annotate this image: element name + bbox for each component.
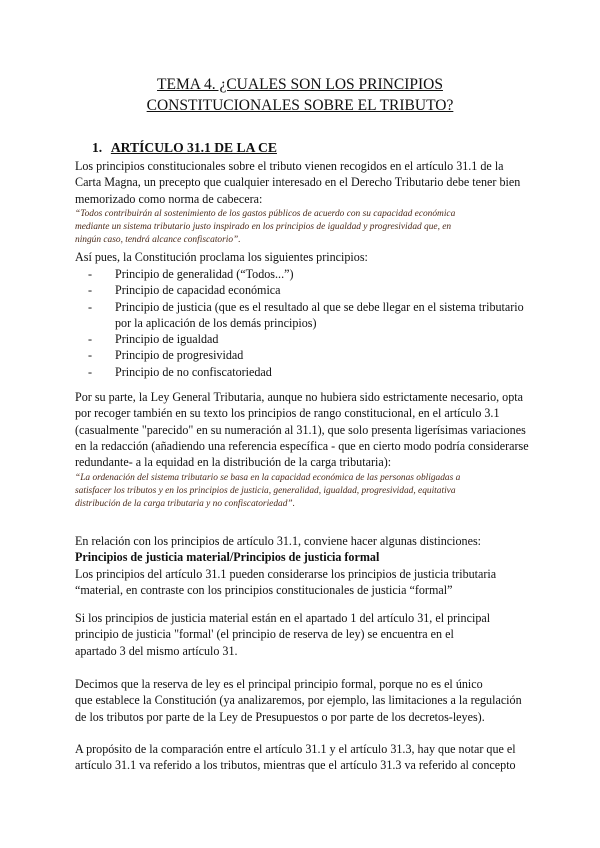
list-item <box>88 364 528 380</box>
list-item-text: Principio de justicia (que es el resultado al que se debe llegar en el sistema tributario <box>115 299 524 314</box>
material-line-2: principio de justicia "formal' (el principio de reserva de ley) se encuentra en el <box>75 627 454 642</box>
relation-line-1: En relación con los principios de artículo 31.1, conviene hacer algunas distinciones: <box>75 534 482 548</box>
lgt-line-2: por recoger también en su texto los principios de rango constitucional, en el artículo 3.1 <box>75 406 500 421</box>
quote2-line-1: “La ordenación del sistema tributario se basa en la capacidad económica de las personas obligadas a <box>75 473 461 483</box>
list-dash: - <box>88 348 93 363</box>
list-dash: - <box>88 364 93 379</box>
list-item-text: Principio de no confiscatoriedad <box>115 364 272 379</box>
relation-line-2: Los principios del artículo 31.1 pueden considerarse los principios de justicia tributaria <box>75 566 497 581</box>
reserva-line-2: que establece la Constitución (ya analizaremos, por ejemplo, las limitaciones a la regulación <box>75 693 522 708</box>
comparison-paragraph <box>75 741 535 774</box>
list-item-text: Principio de progresividad <box>115 348 244 363</box>
page-title <box>60 74 540 116</box>
list-dash: - <box>88 283 93 298</box>
section-heading-text: ARTÍCULO 31.1 DE LA CE <box>110 140 277 155</box>
lgt-line-3: (casualmente "parecido" en su numeración al 31.1), que solo presenta ligerísimas variaciones <box>75 422 526 437</box>
list-dash: - <box>88 267 93 281</box>
reserva-line-1: Decimos que la reserva de ley es el principal principio formal, porque no es el único <box>75 677 483 691</box>
material-line-1: Si los principios de justicia material están en el apartado 1 del artículo 31, el principal <box>75 611 491 625</box>
comparison-line-1: A propósito de la comparación entre el artículo 31.1 y el artículo 31.3, hay que notar que el <box>75 742 516 756</box>
list-item-continuation: por la aplicación de los demás principios) <box>115 315 317 330</box>
distinctions-subheading: Principios de justicia material/Principios de justicia formal <box>75 550 380 565</box>
list-item-text: Principio de igualdad <box>115 332 219 347</box>
quote1-line-1: “Todos contribuirán al sostenimiento de los gastos públicos de acuerdo con su capacidad económica <box>75 209 456 219</box>
list-item-text: Principio de generalidad (“Todos...”) <box>115 267 294 281</box>
distinctions-paragraph <box>75 533 535 598</box>
lgt-line-5: redundante- a la equidad en la distribución de la carga tributaria): <box>75 455 392 470</box>
section-number: 1. <box>92 140 103 155</box>
list-item <box>88 331 528 347</box>
list-item <box>88 347 528 363</box>
lgt-quote <box>75 472 535 512</box>
intro-line-1: Los principios constitucionales sobre el tributo vienen recogidos en el artículo 31.1 de la <box>75 159 504 173</box>
lgt-line-4: en la redacción (añadiendo una referencia específica - que en cierto modo podría considerarse <box>75 438 529 453</box>
constitution-quote <box>75 208 535 248</box>
relation-line-3: “material, en contraste con los principios constitucionales de justicia “formal” <box>75 582 453 597</box>
comparison-line-2: artículo 31.1 va referido a los tributos, mientras que el artículo 31.3 va referido al concepto <box>75 758 516 773</box>
principles-lead-text: Así pues, la Constitución proclama los siguientes principios: <box>75 250 368 264</box>
quote1-line-3: ningún caso, tendrá alcance confiscatorio”. <box>75 235 241 246</box>
list-item-text: Principio de capacidad económica <box>115 283 281 298</box>
quote1-line-2: mediante un sistema tributario justo inspirado en los principios de igualdad y progresividad que, en <box>75 222 452 233</box>
list-item <box>88 299 528 332</box>
list-dash: - <box>88 299 93 314</box>
reserva-line-3: de los tributos por parte de la Ley de Presupuestos o por parte de los decretos-leyes). <box>75 709 485 724</box>
list-dash: - <box>88 332 93 347</box>
title-line-1: TEMA 4. ¿CUALES SON LOS PRINCIPIOS <box>157 76 443 93</box>
list-item <box>88 282 528 298</box>
lgt-paragraph <box>75 389 535 470</box>
intro-line-3: memorizado como norma de cabecera: <box>75 191 263 206</box>
principles-lead <box>75 249 535 265</box>
section-heading <box>92 140 277 156</box>
title-line-2: CONSTITUCIONALES SOBRE EL TRIBUTO? <box>146 97 454 114</box>
material-line-3: apartado 3 del mismo artículo 31. <box>75 643 238 658</box>
lgt-line-1: Por su parte, la Ley General Tributaria, aunque no hubiera sido estrictamente necesario, opta <box>75 390 523 404</box>
material-paragraph <box>75 610 535 659</box>
intro-paragraph <box>75 158 535 207</box>
quote2-line-2: satisfacer los tributos y en los principios de justicia, generalidad, igualdad, progresividad, equitativa <box>75 486 456 497</box>
principles-list <box>88 266 528 380</box>
quote2-line-3: distribución de la carga tributaria y no confiscatoriedad”. <box>75 499 295 510</box>
intro-line-2: Carta Magna, un precepto que cualquier interesado en el Derecho Tributario debe tener bien <box>75 175 521 190</box>
reserva-paragraph <box>75 676 535 725</box>
list-item <box>88 266 528 282</box>
